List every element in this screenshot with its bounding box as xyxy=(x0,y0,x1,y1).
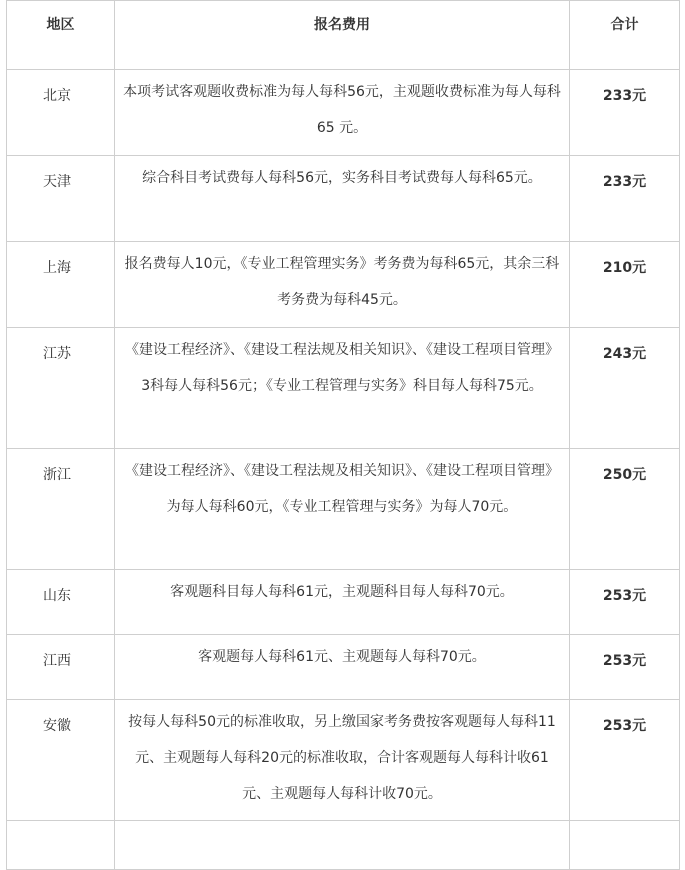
total-cell-empty xyxy=(570,821,680,870)
total-cell: 233元 xyxy=(570,70,680,156)
table-header-row xyxy=(7,1,680,70)
region-cell-empty xyxy=(7,821,115,870)
fee-cell: 综合科目考试费每人每科56元，实务科目考试费每人每科65元。 xyxy=(115,156,570,242)
region-cell: 安徽 xyxy=(7,700,115,821)
header-region: 地区 xyxy=(7,1,115,70)
total-cell: 253元 xyxy=(570,570,680,635)
total-cell: 250元 xyxy=(570,449,680,570)
table-row xyxy=(7,242,680,328)
region-cell: 天津 xyxy=(7,156,115,242)
table-row xyxy=(7,328,680,449)
total-cell: 253元 xyxy=(570,700,680,821)
table-row xyxy=(7,70,680,156)
fee-cell-empty xyxy=(115,821,570,870)
fee-cell: 按每人每科50元的标准收取，另上缴国家考务费按客观题每人每科11元、主观题每人每科20元的标准收取，合计客观题每人每科计收61元、主观题每人每科计收70元。 xyxy=(115,700,570,821)
region-cell: 北京 xyxy=(7,70,115,156)
table-row-partial xyxy=(7,821,680,870)
fee-cell: 《建设工程经济》、《建设工程法规及相关知识》、《建设工程项目管理》为每人每科60元，《专业工程管理与实务》为每人70元。 xyxy=(115,449,570,570)
total-cell: 210元 xyxy=(570,242,680,328)
region-cell: 浙江 xyxy=(7,449,115,570)
table-row xyxy=(7,449,680,570)
total-cell: 243元 xyxy=(570,328,680,449)
region-cell: 山东 xyxy=(7,570,115,635)
fee-cell: 客观题科目每人每科61元，主观题科目每人每科70元。 xyxy=(115,570,570,635)
table-row xyxy=(7,570,680,635)
table-row xyxy=(7,700,680,821)
header-fee: 报名费用 xyxy=(115,1,570,70)
region-cell: 江西 xyxy=(7,635,115,700)
fee-table xyxy=(6,0,680,870)
fee-cell: 《建设工程经济》、《建设工程法规及相关知识》、《建设工程项目管理》3科每人每科56元；《专业工程管理与实务》科目每人每科75元。 xyxy=(115,328,570,449)
region-cell: 江苏 xyxy=(7,328,115,449)
total-cell: 233元 xyxy=(570,156,680,242)
table-row xyxy=(7,156,680,242)
fee-cell: 报名费每人10元，《专业工程管理实务》考务费为每科65元，其余三科考务费为每科45元。 xyxy=(115,242,570,328)
fee-cell: 客观题每人每科61元、主观题每人每科70元。 xyxy=(115,635,570,700)
total-cell: 253元 xyxy=(570,635,680,700)
fee-cell: 本项考试客观题收费标准为每人每科56元，主观题收费标准为每人每科65 元。 xyxy=(115,70,570,156)
region-cell: 上海 xyxy=(7,242,115,328)
header-total: 合计 xyxy=(570,1,680,70)
table-row xyxy=(7,635,680,700)
